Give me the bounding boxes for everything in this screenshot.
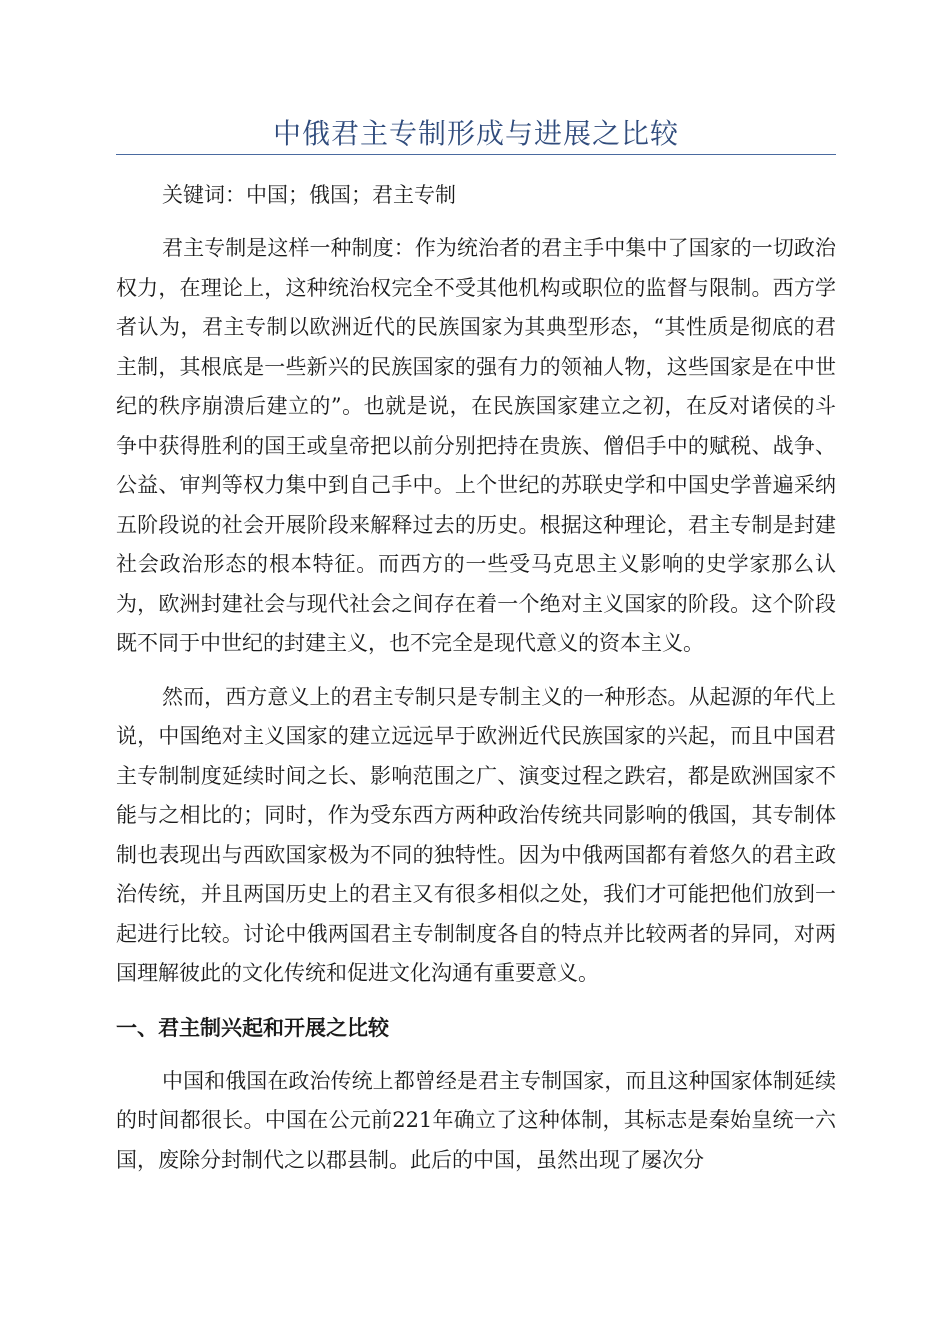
body-paragraph-2: 然而，西方意义上的君主专制只是专制主义的一种形态。从起源的年代上说，中国绝对主义国家的建立远远早于欧洲近代民族国家的兴起，而且中国君主专制制度延续时间之长、影响范围之广、演变过程之跌宕，都是欧洲国家不能与之相比的；同时，作为受东西方两种政治传统共同影响的俄国，其专制体制也表现出与西欧国家极为不同的独特性。因为中俄两国都有着悠久的君主政治传统，并且两国历史上的君主又有很多相似之处，我们才可能把他们放到一起进行比较。讨论中俄两国君主专制制度各自的特点并比较两者的异同，对两国理解彼此的文化传统和促进文化沟通有重要意义。 (116, 684, 836, 985)
body-paragraph-1: 君主专制是这样一种制度：作为统治者的君主手中集中了国家的一切政治权力，在理论上，这种统治权完全不受其他机构或职位的监督与限制。西方学者认为，君主专制以欧洲近代的民族国家为其典型形态，“其性质是彻底的君主制，其根底是一些新兴的民族国家的强有力的领袖人物，这些国家是在中世纪的秩序崩溃后建立的”。也就是说，在民族国家建立之初，在反对诸侯的斗争中获得胜利的国王或皇帝把以前分别把持在贵族、僧侣手中的赋税、战争、公益、审判等权力集中到自己手中。上个世纪的苏联史学和中国史学普遍采纳五阶段说的社会开展阶段来解释过去的历史。根据这种理论，君主专制是封建社会政治形态的根本特征。而西方的一些受马克思主义影响的史学家那么认为，欧洲封建社会与现代社会之间存在着一个绝对主义国家的阶段。这个阶段既不同于中世纪的封建主义，也不完全是现代意义的资本主义。 (116, 236, 836, 655)
keywords-line: 关键词：中国；俄国；君主专制 (162, 183, 456, 207)
section-heading: 一、君主制兴起和开展之比较 (116, 1015, 389, 1040)
title-underline (116, 154, 836, 155)
section-paragraph: 中国和俄国在政治传统上都曾经是君主专制国家，而且这种国家体制延续的时间都很长。中国在公元前221年确立了这种体制，其标志是秦始皇统一六国，废除分封制代之以郡县制。此后的中国，虽然出现了屡次分 (116, 1068, 836, 1172)
document-page (116, 0, 836, 1180)
document-title: 中俄君主专制形成与进展之比较 (272, 117, 679, 150)
